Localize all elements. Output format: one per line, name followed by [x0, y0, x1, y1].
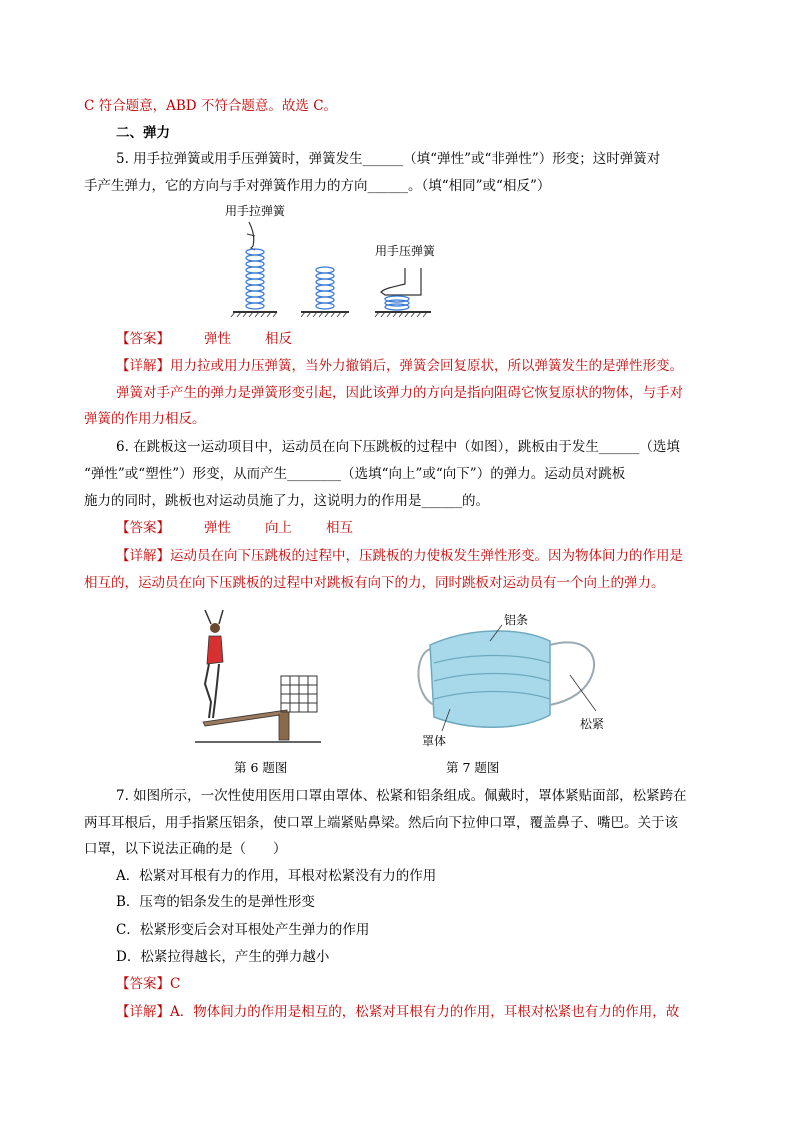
mask-figure	[410, 605, 620, 750]
detail-label: 【详解】	[116, 548, 170, 564]
answer-value: 弹性	[204, 331, 231, 347]
answer-value: C	[170, 976, 181, 992]
question-5-line1: 5. 用手拉弹簧或用手压弹簧时，弹簧发生______（填“弹性”或“非弹性”）形变；这时弹簧对	[116, 151, 661, 167]
detail-label: 【详解】	[116, 1004, 170, 1020]
answer-5	[116, 330, 292, 348]
text-line: C 符合题意，ABD 不符合题意。故选 C。	[84, 98, 338, 114]
option-c: C．松紧形变后会对耳根处产生弹力的作用	[116, 922, 370, 938]
option-d: D．松紧拉得越长，产生的弹力越小	[116, 949, 330, 965]
detail-5-line2: 弹簧对手产生的弹力是弹簧形变引起，因此该弹力的方向是指向阻碍它恢复原状的物体，与手对	[116, 385, 683, 401]
label-aluminum-strip: 铝条	[504, 613, 529, 627]
question-7-line2: 两耳耳根后，用手指紧压铝条，使口罩上端紧贴鼻梁。然后向下拉伸口罩，覆盖鼻子、嘴巴。关于该	[84, 815, 678, 831]
spring-figure	[225, 200, 450, 325]
diver-drawing	[195, 610, 325, 745]
answer-value: 相互	[326, 520, 353, 536]
answer-6	[116, 519, 353, 537]
detail-6-line2: 相互的，运动员在向下压跳板的过程中对跳板有向下的力，同时跳板对运动员有一个向上的弹力。	[84, 575, 665, 591]
option-b: B．压弯的铝条发生的是弹性形变	[116, 894, 315, 910]
detail-text: 用力拉或用力压弹簧，当外力撤销后，弹簧会回复原状，所以弹簧发生的是弹性形变。	[170, 358, 683, 374]
detail-5-line3: 弹簧的作用力相反。	[84, 411, 206, 427]
question-6-line1: 6. 在跳板这一运动项目中，运动员在向下压跳板的过程中（如图），跳板由于发生______（选填	[116, 439, 680, 455]
detail-label: 【详解】	[116, 358, 170, 374]
section-heading: 二、弹力	[116, 125, 170, 141]
label-mask-body: 罩体	[422, 734, 447, 748]
fig-label-press: 用手压弹簧	[375, 244, 436, 258]
option-a: A．松紧对耳根有力的作用，耳根对松紧没有力的作用	[116, 868, 437, 884]
diving-board-figure	[195, 610, 325, 745]
question-7-line3: 口罩，以下说法正确的是（ ）	[84, 841, 287, 857]
detail-text: A．物体间力的作用是相互的，松紧对耳根有力的作用，耳根对松紧也有力的作用，故	[170, 1004, 680, 1020]
question-6-line3: 施力的同时，跳板也对运动员施了力，这说明力的作用是______的。	[84, 493, 489, 509]
question-6-line2: “弹性”或“塑性”）形变，从而产生________（选填“向上”或“向下”）的弹力。运动员对跳板	[84, 466, 626, 482]
answer-7	[116, 975, 180, 993]
question-5-line2: 手产生弹力，它的方向与手对弹簧作用力的方向______。（填“相同”或“相反”）	[84, 178, 551, 194]
answer-value: 弹性	[204, 520, 231, 536]
answer-label: 【答案】	[116, 976, 170, 992]
answer-label: 【答案】	[116, 331, 170, 347]
detail-5-line1	[116, 357, 683, 375]
answer-value: 向上	[265, 520, 292, 536]
answer-value: 相反	[265, 331, 292, 347]
answer-label: 【答案】	[116, 520, 170, 536]
detail-text: 运动员在向下压跳板的过程中，压跳板的力使板发生弹性形变。因为物体间力的作用是	[170, 548, 683, 564]
spring-drawing	[225, 200, 450, 325]
caption-figure-7: 第 7 题图	[446, 760, 500, 775]
caption-figure-6: 第 6 题图	[234, 760, 288, 775]
detail-6-line1	[116, 547, 683, 565]
fig-label-pull: 用手拉弹簧	[225, 204, 286, 218]
label-elastic: 松紧	[580, 717, 605, 731]
detail-7-line1	[116, 1003, 679, 1021]
question-7-line1: 7. 如图所示，一次性使用医用口罩由罩体、松紧和铝条组成。佩戴时，罩体紧贴面部，松紧跨在	[116, 788, 687, 804]
